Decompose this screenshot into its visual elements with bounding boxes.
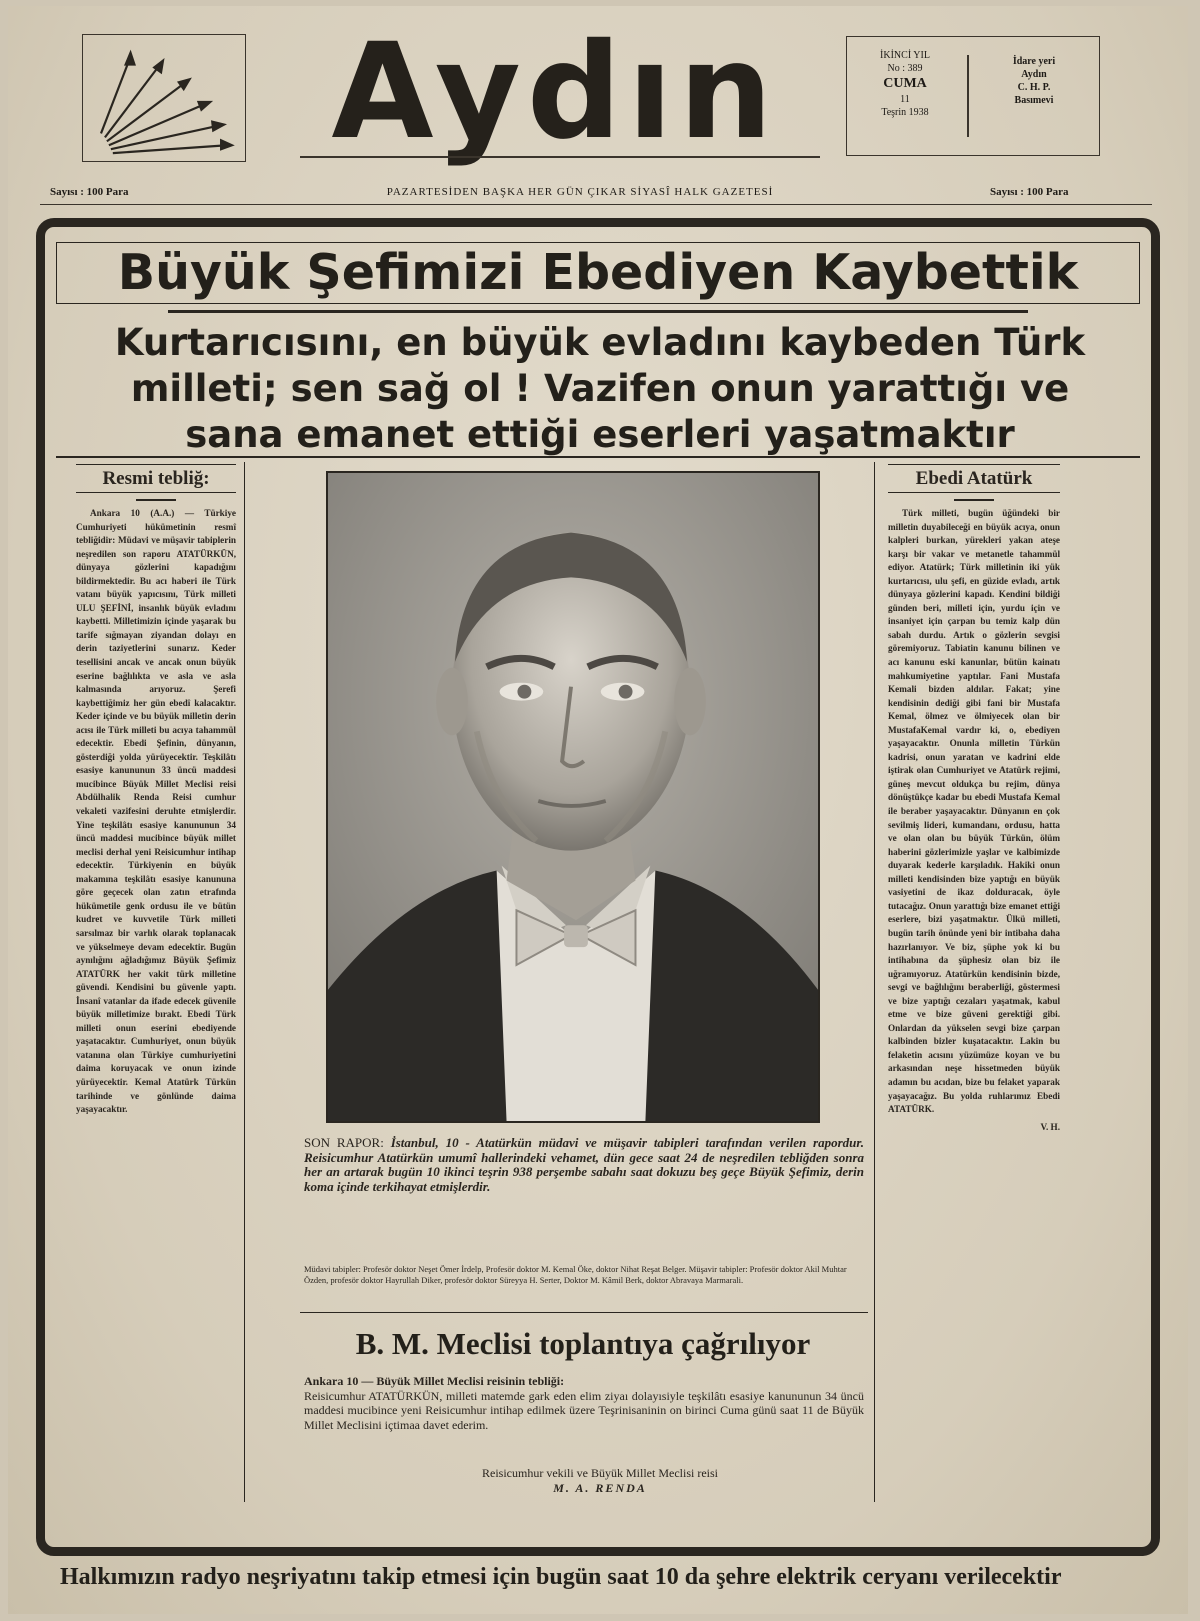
footer-headline: Halkımızın radyo neşriyatını takip etmesi için bugün saat 10 da şehre elektrik ceryanı verilecektir	[60, 1564, 1062, 1590]
publisher-info	[979, 55, 1089, 107]
top-rule	[40, 204, 1152, 205]
issue-date: Teşrin 1938	[881, 107, 929, 118]
issue-info-box	[846, 36, 1100, 156]
issue-day-number: 11	[900, 94, 910, 105]
last-report	[304, 1136, 864, 1194]
issue-number: No : 389	[887, 63, 923, 74]
price-left: Sayısı : 100 Para	[50, 186, 129, 198]
issue-year: İKİNCİ YIL	[880, 50, 930, 61]
right-column-title: Ebedi Atatürk	[888, 464, 1060, 493]
price-right: Sayısı : 100 Para	[990, 186, 1069, 198]
info-divider	[967, 55, 969, 137]
subheadline: Kurtarıcısını, en büyük evladını kaybeden Türk milleti; sen sağ ol ! Vazifen onun yarattığı ve sana emanet ettiği eserleri yaşatmaktır	[114, 321, 1086, 456]
publisher-line: C. H. P.	[1017, 82, 1051, 93]
tagline: PAZARTESİDEN BAŞKA HER GÜN ÇIKAR SİYASÎ HALK GAZETESİ	[386, 186, 774, 198]
six-arrows-logo	[82, 34, 246, 162]
issue-day: CUMA	[883, 76, 927, 91]
meclis-body	[304, 1374, 864, 1432]
masthead-title: Aydın	[331, 15, 779, 169]
column-separator	[136, 499, 176, 501]
right-column-text: Türk milleti, bugün üğündeki bir milletin duyabileceği en büyük acıya, onun kalpleri burkan, yürekleri yakan ateşe karşı bir vakar ve metanetle tahammül ediyor. Atatürk; Türk milletinin iki yük kurtarıcısı, ulu şefi, en güzide evladı, artık dünyaya gözlerini kapadı. Kendini bildiği günden beri, milleti için, yurdu için ve insaniyet için çarpan bu temiz kalp dün sabah durdu. Artık o gözlerin sevgisi göremiyoruz. Tabiatin kanunu bilinen ve acı kanunu eski kanunlar, bütün kainatı mahkumiyetine yaptılar. Fani Mustafa Kemali bizden aldılar. Fakat; yine kendisinin dediği gibi fani bir Mustafa Kemal, ölmez ve ölmiyecek olan bir MustafaKemal vardır ki, o, ebediyen yaşayacaktır. Onunla milletin Türkün kadrisi, onun yaratan ve kadrini elde iştirak olan Cumhuriyet ve Atatürk rejimi, güneş mevcut oldukça bu rejim, dünya dönüştükçe kadar bu ebedi Mustafa Kemal ile beraber yaşayacaktır. Dünyanın en çok sevilmiş lideri, kumandanı, ordusu, hatta ve olan olan bu büyük Türkün, ölüm haberini gözlerimizle yaşlar ve kalbimizde duyarak kederle karşıladık. Hakiki onun milleti kendisinden bize yaptığı en büyük vasiyetini de ikaz dolduracak, öyle tutacağız. Onun yarattığı bize emanet ettiği eserlere, bizi yaşatmaktır. Ülkü milleti, bugün tarih önünde yeni bir intibaha daha hazırlanıyor. Ve biz, şüphe yok ki bu intihabına da şüphesiz olan biz ile uğramıyoruz. Atatürkün kendisinin bizde, sevgi ve bağlılığını beraberliği, göstermesi ve bize yaptığı cezaları yaşatmak, kabul etme ve bize güveni gerektiği gibi. Onlardan da yükselen sevgi bize çarpan kalbinden bizler kuşatacaktır. Lakin bu felaketin acısını yüzümüze koyan ve bu arkasından neşe hissetmeden büyük adamın bu acıdan, bize bu felaket yaparak yaşayacağız. Bu yolda ruhlarımız Ebedi ATATÜRK.	[888, 508, 1060, 1115]
meclis-sign-title: Reisicumhur vekili ve Büyük Millet Meclisi reisi	[482, 1466, 718, 1480]
publisher-line: Basımevi	[1014, 95, 1054, 106]
main-headline: Büyük Şefimizi Ebediyen Kaybettik	[56, 242, 1140, 304]
meclis-headline: B. M. Meclisi toplantıya çağrılıyor	[355, 1326, 811, 1361]
masthead-rule	[300, 156, 820, 158]
headline-rule	[168, 310, 1028, 313]
left-column-title: Resmi tebliğ:	[76, 464, 236, 493]
meclis-dateline: Ankara 10 — Büyük Millet Meclisi reisinin tebliği:	[304, 1374, 565, 1388]
column-rule-right	[874, 462, 875, 1502]
left-column	[76, 464, 236, 1117]
column-separator	[954, 499, 994, 501]
meclis-sign-name: M. A. RENDA	[553, 1481, 647, 1495]
report-rule	[300, 1312, 868, 1313]
report-lead: SON RAPOR:	[304, 1135, 384, 1150]
right-column	[888, 464, 1060, 1134]
right-column-signature: V. H.	[1040, 1121, 1060, 1132]
issue-details	[851, 49, 959, 119]
publisher-line: Aydın	[1021, 69, 1047, 80]
publisher-line: İdare yeri	[1012, 56, 1056, 67]
section-divider	[56, 456, 1140, 458]
ataturk-portrait	[326, 471, 820, 1123]
column-rule-left	[244, 462, 245, 1502]
meclis-text: Reisicumhur ATATÜRKÜN, milleti matemde gark eden elim ziyaı dolayısiyle teşkilâtı esasiye kanununun 34 üncü maddesi mucibince yeni Reisicumhur intihap edilmek üzere Teşrinisaninin on birinci Cuma günü saat 11 de Büyük Millet Meclisini içtimaa davet ederim.	[304, 1388, 864, 1432]
report-doctors: Müdavi tabipler: Profesör doktor Neşet Ömer İrdelp, Profesör doktor M. Kemal Öke, doktor Nihat Reşat Belger. Müşavir tabipler: Profesör doktor Akil Muhtar Özden, profesör doktor Hayrullah Diker, profesör doktor Süreyya H. Serter, Doktor M. Kâmil Berk, doktor Abravaya Marmarali.	[304, 1264, 847, 1285]
meclis-signature	[400, 1466, 800, 1496]
report-text: İstanbul, 10 - Atatürkün müdavi ve müşavir tabipleri tarafından verilen rapordur. Reisicumhur Atatürkün umumî hallerindeki vehamet, dün gece saat 24 de neşredilen tebliğden sonra her an artarak bugün 10 ikinci teşrin 938 perşembe sabahı saat dokuzu beş geçe Büyük Şefimiz, derin koma içinde terkihayat etmişlerdir.	[304, 1135, 865, 1194]
left-column-text: Ankara 10 (A.A.) — Türkiye Cumhuriyeti hükümetinin resmî tebliğidir: Müdavi ve müşavir tabiplerin neşredilen son raporu ATATÜRKÜN, dünyaya gözlerini kapadığını bildirmektedir. Bu acı haberi ile Türk vatanı büyük yapıcısını, Türk milleti ULU ŞEFİNİ, insanlık büyük evladını kaybetti. Milletimizin içinde yaşarak bu tarife sığmayan ziyandan dolayı en derin taziyetlerini sunarız. Keder tesellisini ancak ve ancak onun büyük eserine bağlılıkta ve asla ve asla kalmasında arıyoruz. Şerefi kaybettiğimiz her gün ebedî kalacaktır. Keder içinde ve bu büyük milletin derin acısı ile Türk milleti bu acıya tahammül edecektir. Ebedi Şefinin, dünyanın, gösterdiği yolda yürüyecektir. Teşkilâtı esasiye kanununun 33 üncü maddesi mucibince Büyük Millet Meclisi reisi Abdülhalik Renda Reisi cumhur vekaleti vazifesini deruhte etmişlerdir. Yine teşkilâtı esasiye kanununun 34 üncü maddesi mucibince büyük millet meclisi derhal yeni Reisicumhur intihap edecektir. Türkiyenin en büyük makamına teşkilâtı esasiye kanununa göre geçecek olan zatın etrafında hükümetile genk ordusu ile ve bütün kudret ve kuvvetile Türk milleti sarsılmaz bir varlık olarak toplanacak ve yükselmeye devam edecektir. Bugün aynılığını ağladığımız Büyük Şefimiz ATATÜRK her vakit türk milletine güvendi. Kendisini bu güvenle yaptı. İnsanî vatanlar da ifade edecek güvenile büyük milletimize bırakt. Ebedi Türk milleti onun eserini ebediyende yaşatacaktır. Cumhuriyet, onun büyük vatanına olan Türkiye cumhuriyetini daima koruyacak ve onun izinde yürüyecektir. Kemal Atatürk Türkün tarihinde ve gönlünde daima yaşayacaktır.	[76, 508, 236, 1115]
